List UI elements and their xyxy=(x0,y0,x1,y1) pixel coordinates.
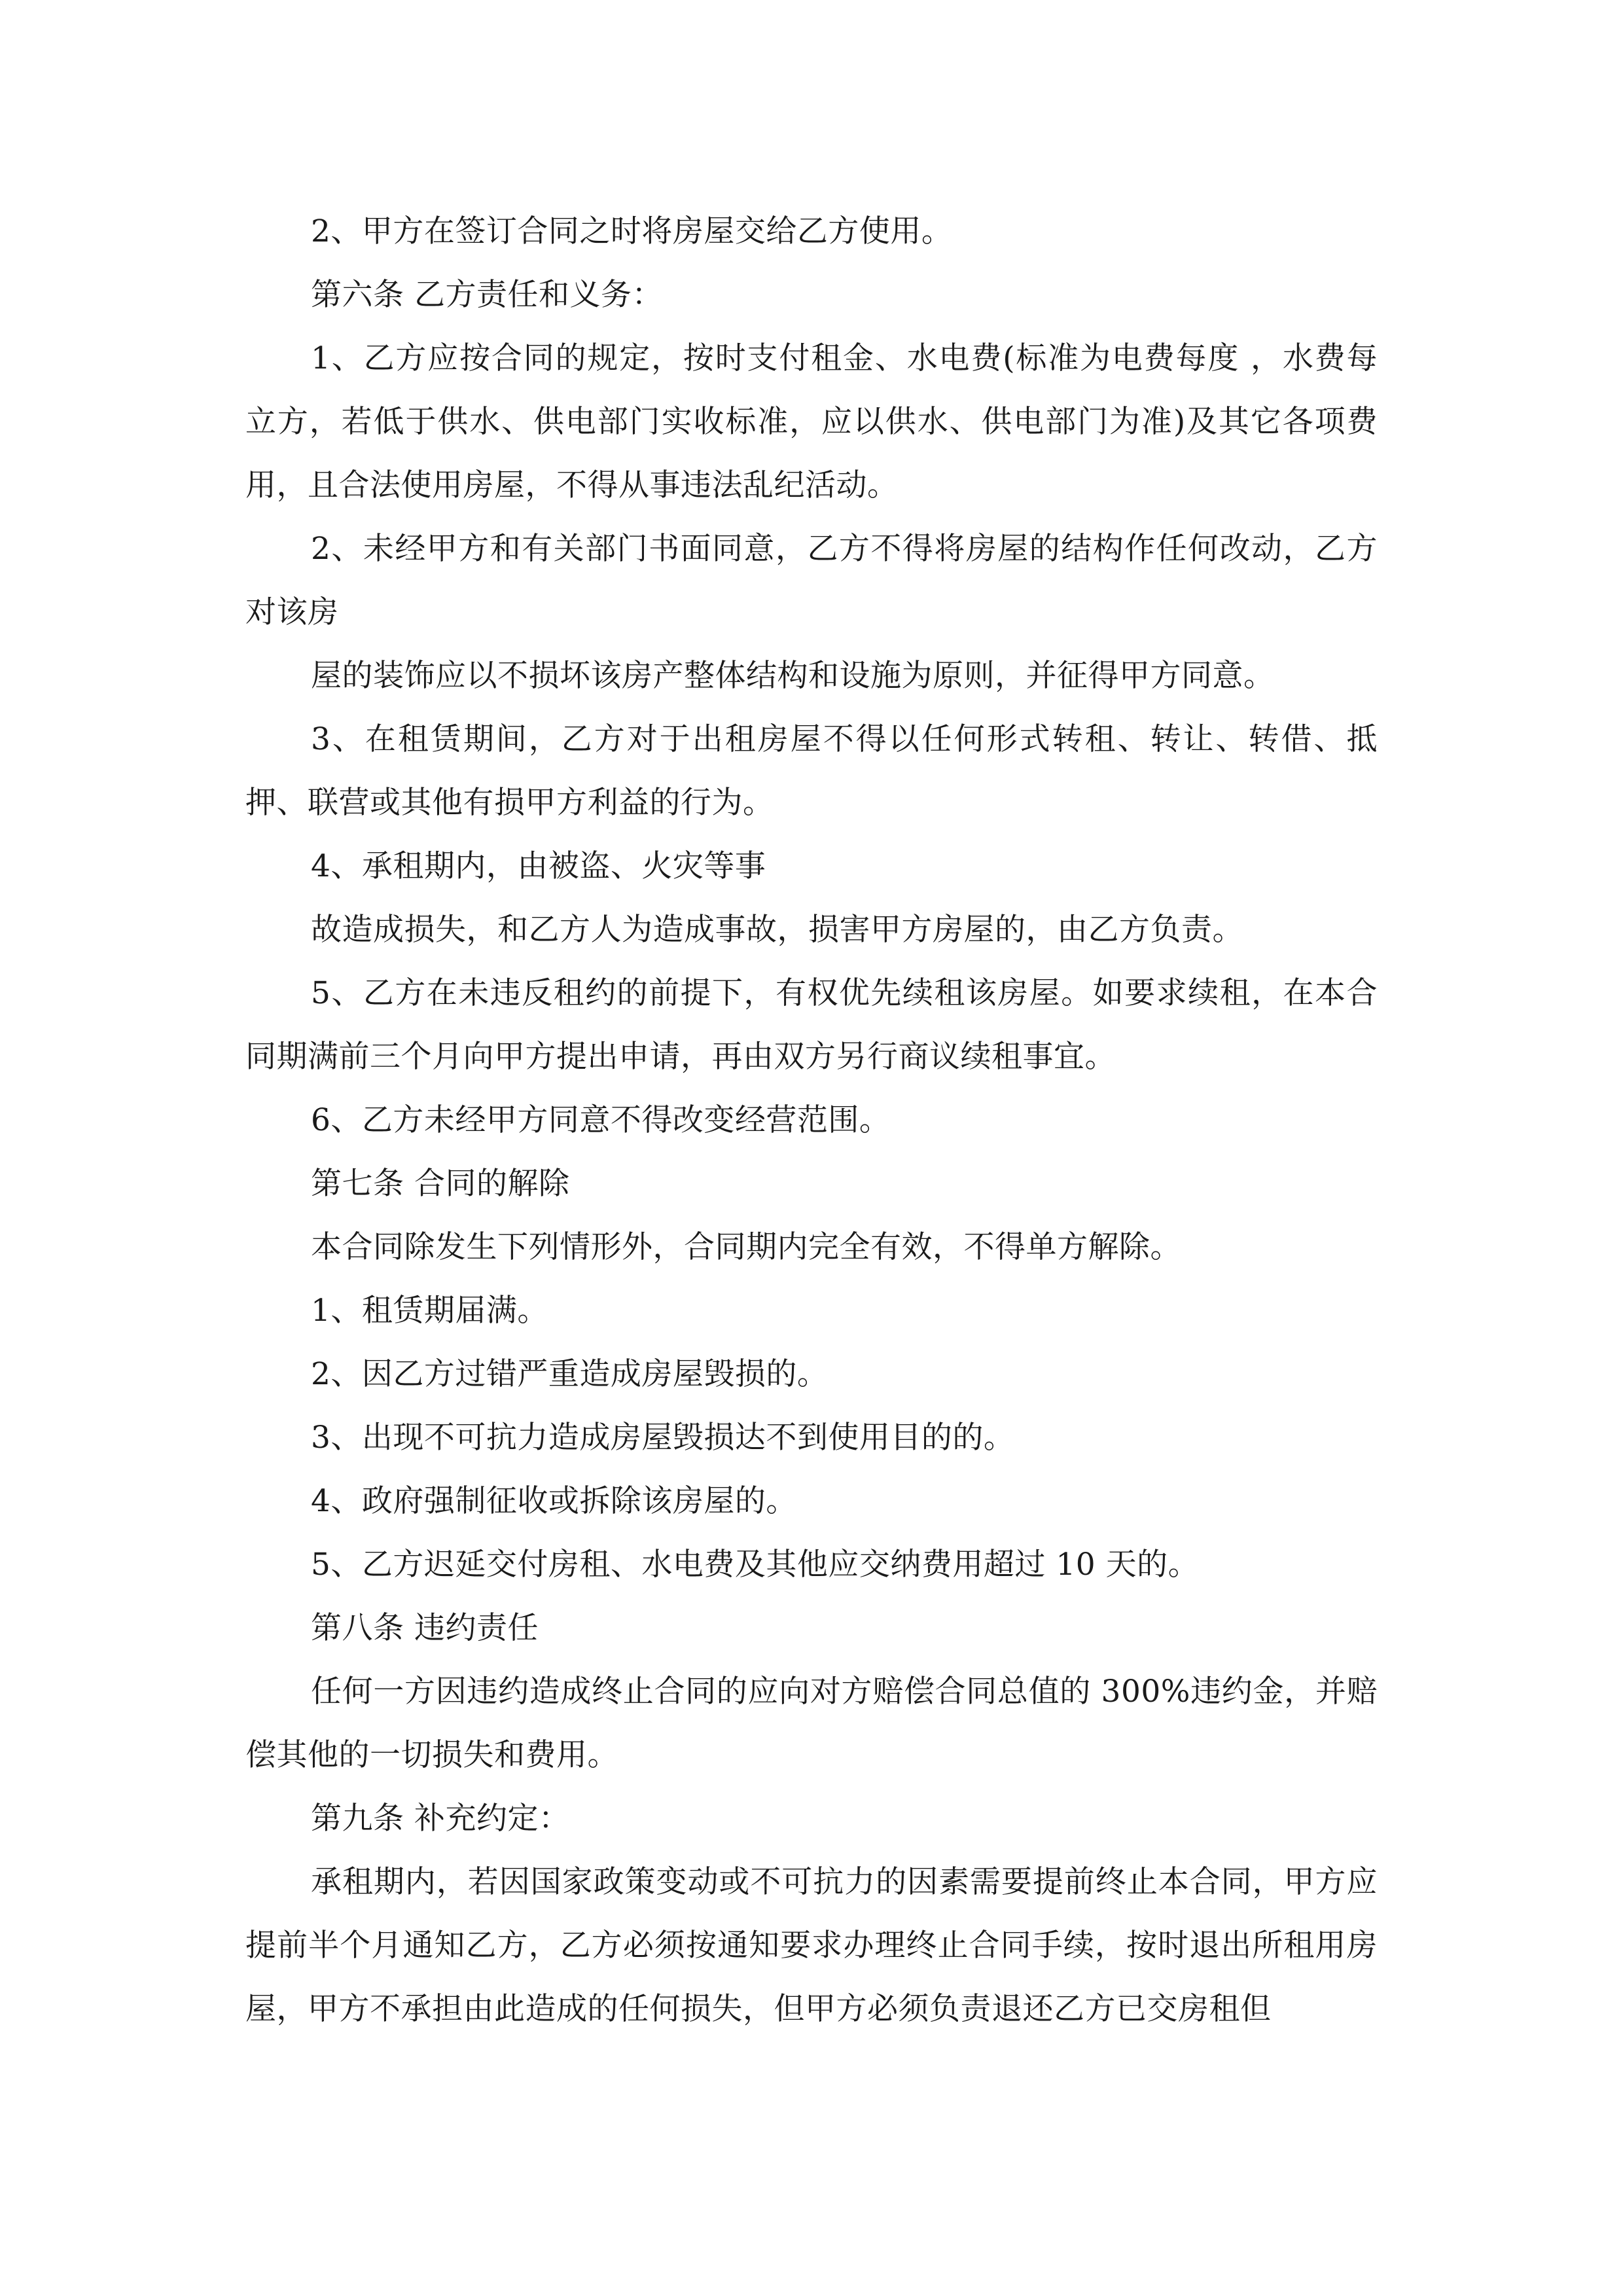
article-8-heading: 第八条 违约责任 xyxy=(311,1610,539,1646)
article-6-item-5: 5、乙方在未违反租约的前提下，有权优先续租该房屋。如要求续租，在本合同期满前三个月向甲方提出申请，再由双方另行商议续租事宜。 xyxy=(245,975,1378,1075)
article-9-heading: 第九条 补充约定： xyxy=(311,1801,570,1837)
article-6-item-3: 3、在租赁期间，乙方对于出租房屋不得以任何形式转租、转让、转借、抵押、联营或其他有损甲方利益的行为。 xyxy=(245,721,1378,821)
article-6-item-2: 2、未经甲方和有关部门书面同意，乙方不得将房屋的结构作任何改动，乙方对该房 xyxy=(245,531,1378,630)
article-7-item-1: 1、租赁期届满。 xyxy=(311,1293,548,1329)
article-6-item-4: 4、承租期内，由被盗、火灾等事 xyxy=(311,848,766,884)
article-7-intro: 本合同除发生下列情形外，合同期内完全有效，不得单方解除。 xyxy=(311,1229,1181,1265)
article-7-item-2: 2、因乙方过错严重造成房屋毁损的。 xyxy=(311,1356,829,1392)
article-6-item-2-continued: 屋的装饰应以不损坏该房产整体结构和设施为原则，并征得甲方同意。 xyxy=(311,658,1275,694)
article-6-item-4-continued: 故造成损失，和乙方人为造成事故，损害甲方房屋的，由乙方负责。 xyxy=(311,912,1243,948)
article-7-item-4: 4、政府强制征收或拆除该房屋的。 xyxy=(311,1483,797,1519)
document-page xyxy=(245,200,1378,2041)
clause-5-item-2: 2、甲方在签订合同之时将房屋交给乙方使用。 xyxy=(311,213,953,249)
article-6-heading: 第六条 乙方责任和义务： xyxy=(311,277,663,313)
article-7-heading: 第七条 合同的解除 xyxy=(311,1166,570,1202)
article-9-body: 承租期内，若因国家政策变动或不可抗力的因素需要提前终止本合同，甲方应提前半个月通知乙方，乙方必须按通知要求办理终止合同手续，按时退出所租用房屋，甲方不承担由此造成的任何损失，但甲方必须负责退还乙方已交房租但 xyxy=(245,1864,1378,2027)
article-6-item-1: 1、乙方应按合同的规定，按时支付租金、水电费(标准为电费每度 ，水费每立方，若低于供水、供电部门实收标准，应以供水、供电部门为准)及其它各项费用，且合法使用房屋，不得从事违法乱纪活动。 xyxy=(245,340,1378,503)
article-7-item-5: 5、乙方迟延交付房租、水电费及其他应交纳费用超过 10 天的。 xyxy=(311,1547,1200,1583)
article-7-item-3: 3、出现不可抗力造成房屋毁损达不到使用目的的。 xyxy=(311,1420,1015,1456)
article-8-body: 任何一方因违约造成终止合同的应向对方赔偿合同总值的 300%违约金，并赔偿其他的一切损失和费用。 xyxy=(245,1674,1378,1773)
article-6-item-6: 6、乙方未经甲方同意不得改变经营范围。 xyxy=(311,1102,891,1138)
